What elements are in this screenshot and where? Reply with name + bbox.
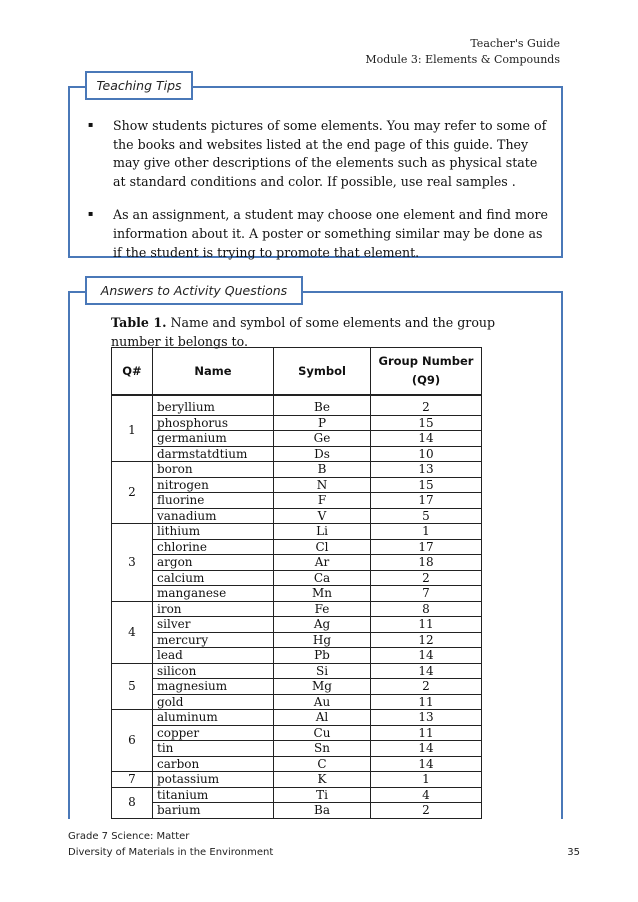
element-name-cell: iron — [153, 601, 274, 617]
group-number-cell: 13 — [371, 462, 482, 478]
element-name-cell: boron — [153, 462, 274, 478]
group-number-cell: 2 — [371, 803, 482, 819]
footer-course: Grade 7 Science: Matter — [68, 831, 190, 842]
table-row — [112, 694, 482, 710]
table-caption-text: Name and symbol of some elements and the group number it belongs to. — [111, 315, 496, 349]
group-number-cell: 17 — [371, 539, 482, 555]
table-row — [112, 508, 482, 524]
table-row — [112, 648, 482, 664]
element-name-cell: mercury — [153, 632, 274, 648]
table-row — [112, 477, 482, 493]
element-symbol-cell: Cu — [274, 725, 371, 741]
group-number-cell: 11 — [371, 617, 482, 633]
question-number-cell: 2 — [112, 462, 153, 524]
table-row — [112, 446, 482, 462]
frame-line — [68, 86, 85, 88]
element-name-cell: beryllium — [153, 400, 274, 415]
table-row — [112, 415, 482, 431]
table-row — [112, 756, 482, 772]
col-header-symbol: Symbol — [274, 348, 371, 396]
table-row — [112, 493, 482, 509]
table-row — [112, 400, 482, 415]
group-number-cell: 4 — [371, 787, 482, 803]
group-number-cell: 14 — [371, 741, 482, 757]
group-number-cell: 17 — [371, 493, 482, 509]
element-symbol-cell: Al — [274, 710, 371, 726]
element-name-cell: manganese — [153, 586, 274, 602]
group-number-cell: 2 — [371, 400, 482, 415]
table-header-row — [112, 348, 482, 396]
frame-line — [68, 291, 85, 293]
table-row — [112, 555, 482, 571]
element-symbol-cell: K — [274, 772, 371, 788]
element-name-cell: barium — [153, 803, 274, 819]
table-row — [112, 741, 482, 757]
page-number: 35 — [567, 846, 580, 858]
element-symbol-cell: Ba — [274, 803, 371, 819]
question-number-cell: 8 — [112, 787, 153, 818]
frame-line — [303, 291, 563, 293]
table-caption-label: Table 1. — [111, 315, 167, 330]
table-row — [112, 710, 482, 726]
table-row — [112, 772, 482, 788]
element-name-cell: vanadium — [153, 508, 274, 524]
element-symbol-cell: Mn — [274, 586, 371, 602]
elements-table — [111, 347, 482, 819]
col-header-name: Name — [153, 348, 274, 396]
group-number-cell: 15 — [371, 477, 482, 493]
table-row — [112, 524, 482, 540]
col-header-group-label: Group Number — [378, 354, 474, 368]
group-number-cell: 13 — [371, 710, 482, 726]
page-footer — [68, 829, 580, 860]
element-symbol-cell: Sn — [274, 741, 371, 757]
element-name-cell: darmstatdtium — [153, 446, 274, 462]
table-row — [112, 679, 482, 695]
element-name-cell: gold — [153, 694, 274, 710]
group-number-cell: 11 — [371, 725, 482, 741]
question-number-cell: 7 — [112, 772, 153, 788]
element-symbol-cell: C — [274, 756, 371, 772]
teaching-tips-list — [87, 117, 553, 277]
element-name-cell: aluminum — [153, 710, 274, 726]
element-name-cell: lithium — [153, 524, 274, 540]
table-row — [112, 431, 482, 447]
element-symbol-cell: Ge — [274, 431, 371, 447]
table-body — [112, 395, 482, 818]
element-name-cell: argon — [153, 555, 274, 571]
element-name-cell: nitrogen — [153, 477, 274, 493]
element-symbol-cell: Ca — [274, 570, 371, 586]
element-symbol-cell: V — [274, 508, 371, 524]
element-symbol-cell: Ar — [274, 555, 371, 571]
group-number-cell: 12 — [371, 632, 482, 648]
element-symbol-cell: P — [274, 415, 371, 431]
frame-line — [193, 86, 563, 88]
element-name-cell: silver — [153, 617, 274, 633]
teaching-tips-title: Teaching Tips — [85, 71, 193, 100]
element-symbol-cell: Ti — [274, 787, 371, 803]
element-name-cell: germanium — [153, 431, 274, 447]
answers-title: Answers to Activity Questions — [85, 276, 303, 305]
table-row — [112, 617, 482, 633]
element-name-cell: copper — [153, 725, 274, 741]
tip-bullet: ▪ As an assignment, a student may choose one element and find more information about it. A poster or something similar may be done as if the student is trying to promote that element. — [87, 206, 553, 262]
element-name-cell: fluorine — [153, 493, 274, 509]
element-symbol-cell: B — [274, 462, 371, 478]
group-number-cell: 10 — [371, 446, 482, 462]
group-number-cell: 5 — [371, 508, 482, 524]
question-number-cell: 6 — [112, 710, 153, 772]
group-number-cell: 7 — [371, 586, 482, 602]
table-row — [112, 725, 482, 741]
element-symbol-cell: Mg — [274, 679, 371, 695]
group-number-cell: 2 — [371, 570, 482, 586]
question-number-cell: 4 — [112, 601, 153, 663]
table-row — [112, 586, 482, 602]
element-symbol-cell: Li — [274, 524, 371, 540]
element-name-cell: calcium — [153, 570, 274, 586]
group-number-cell: 14 — [371, 648, 482, 664]
table-row — [112, 539, 482, 555]
element-symbol-cell: F — [274, 493, 371, 509]
element-name-cell: tin — [153, 741, 274, 757]
page-header — [365, 36, 560, 67]
header-guide-title: Teacher's Guide — [470, 37, 560, 50]
element-symbol-cell: Pb — [274, 648, 371, 664]
element-name-cell: potassium — [153, 772, 274, 788]
table-row — [112, 663, 482, 679]
group-number-cell: 14 — [371, 663, 482, 679]
element-name-cell: silicon — [153, 663, 274, 679]
question-number-cell: 5 — [112, 663, 153, 710]
table-row — [112, 803, 482, 819]
group-number-cell: 11 — [371, 694, 482, 710]
element-symbol-cell: Si — [274, 663, 371, 679]
group-number-cell: 14 — [371, 756, 482, 772]
tip-bullet: ▪ Show students pictures of some elements. You may refer to some of the books and websites listed at the end page of this guide. They may give other descriptions of the elements such as physical state at standard conditions and color. If possible, use real samples . — [87, 117, 553, 191]
group-number-cell: 18 — [371, 555, 482, 571]
col-header-group — [371, 348, 482, 396]
element-symbol-cell: Ag — [274, 617, 371, 633]
group-number-cell: 1 — [371, 524, 482, 540]
element-name-cell: magnesium — [153, 679, 274, 695]
element-symbol-cell: Au — [274, 694, 371, 710]
element-symbol-cell: Ds — [274, 446, 371, 462]
element-symbol-cell: Cl — [274, 539, 371, 555]
table-row — [112, 601, 482, 617]
element-symbol-cell: Hg — [274, 632, 371, 648]
table-row — [112, 632, 482, 648]
col-header-group-q: (Q9) — [411, 373, 441, 387]
group-number-cell: 2 — [371, 679, 482, 695]
group-number-cell: 1 — [371, 772, 482, 788]
table-caption — [111, 313, 511, 351]
element-symbol-cell: N — [274, 477, 371, 493]
question-number-cell: 3 — [112, 524, 153, 602]
element-symbol-cell: Fe — [274, 601, 371, 617]
footer-module: Diversity of Materials in the Environment — [68, 846, 274, 858]
table-row — [112, 462, 482, 478]
element-symbol-cell: Be — [274, 400, 371, 415]
table-row — [112, 787, 482, 803]
element-name-cell: lead — [153, 648, 274, 664]
col-header-q: Q# — [112, 348, 153, 396]
group-number-cell: 8 — [371, 601, 482, 617]
table-row — [112, 570, 482, 586]
header-module-title: Module 3: Elements & Compounds — [365, 52, 560, 66]
element-name-cell: carbon — [153, 756, 274, 772]
element-name-cell: phosphorus — [153, 415, 274, 431]
question-number-cell: 1 — [112, 400, 153, 462]
element-name-cell: titanium — [153, 787, 274, 803]
element-name-cell: chlorine — [153, 539, 274, 555]
group-number-cell: 14 — [371, 431, 482, 447]
group-number-cell: 15 — [371, 415, 482, 431]
